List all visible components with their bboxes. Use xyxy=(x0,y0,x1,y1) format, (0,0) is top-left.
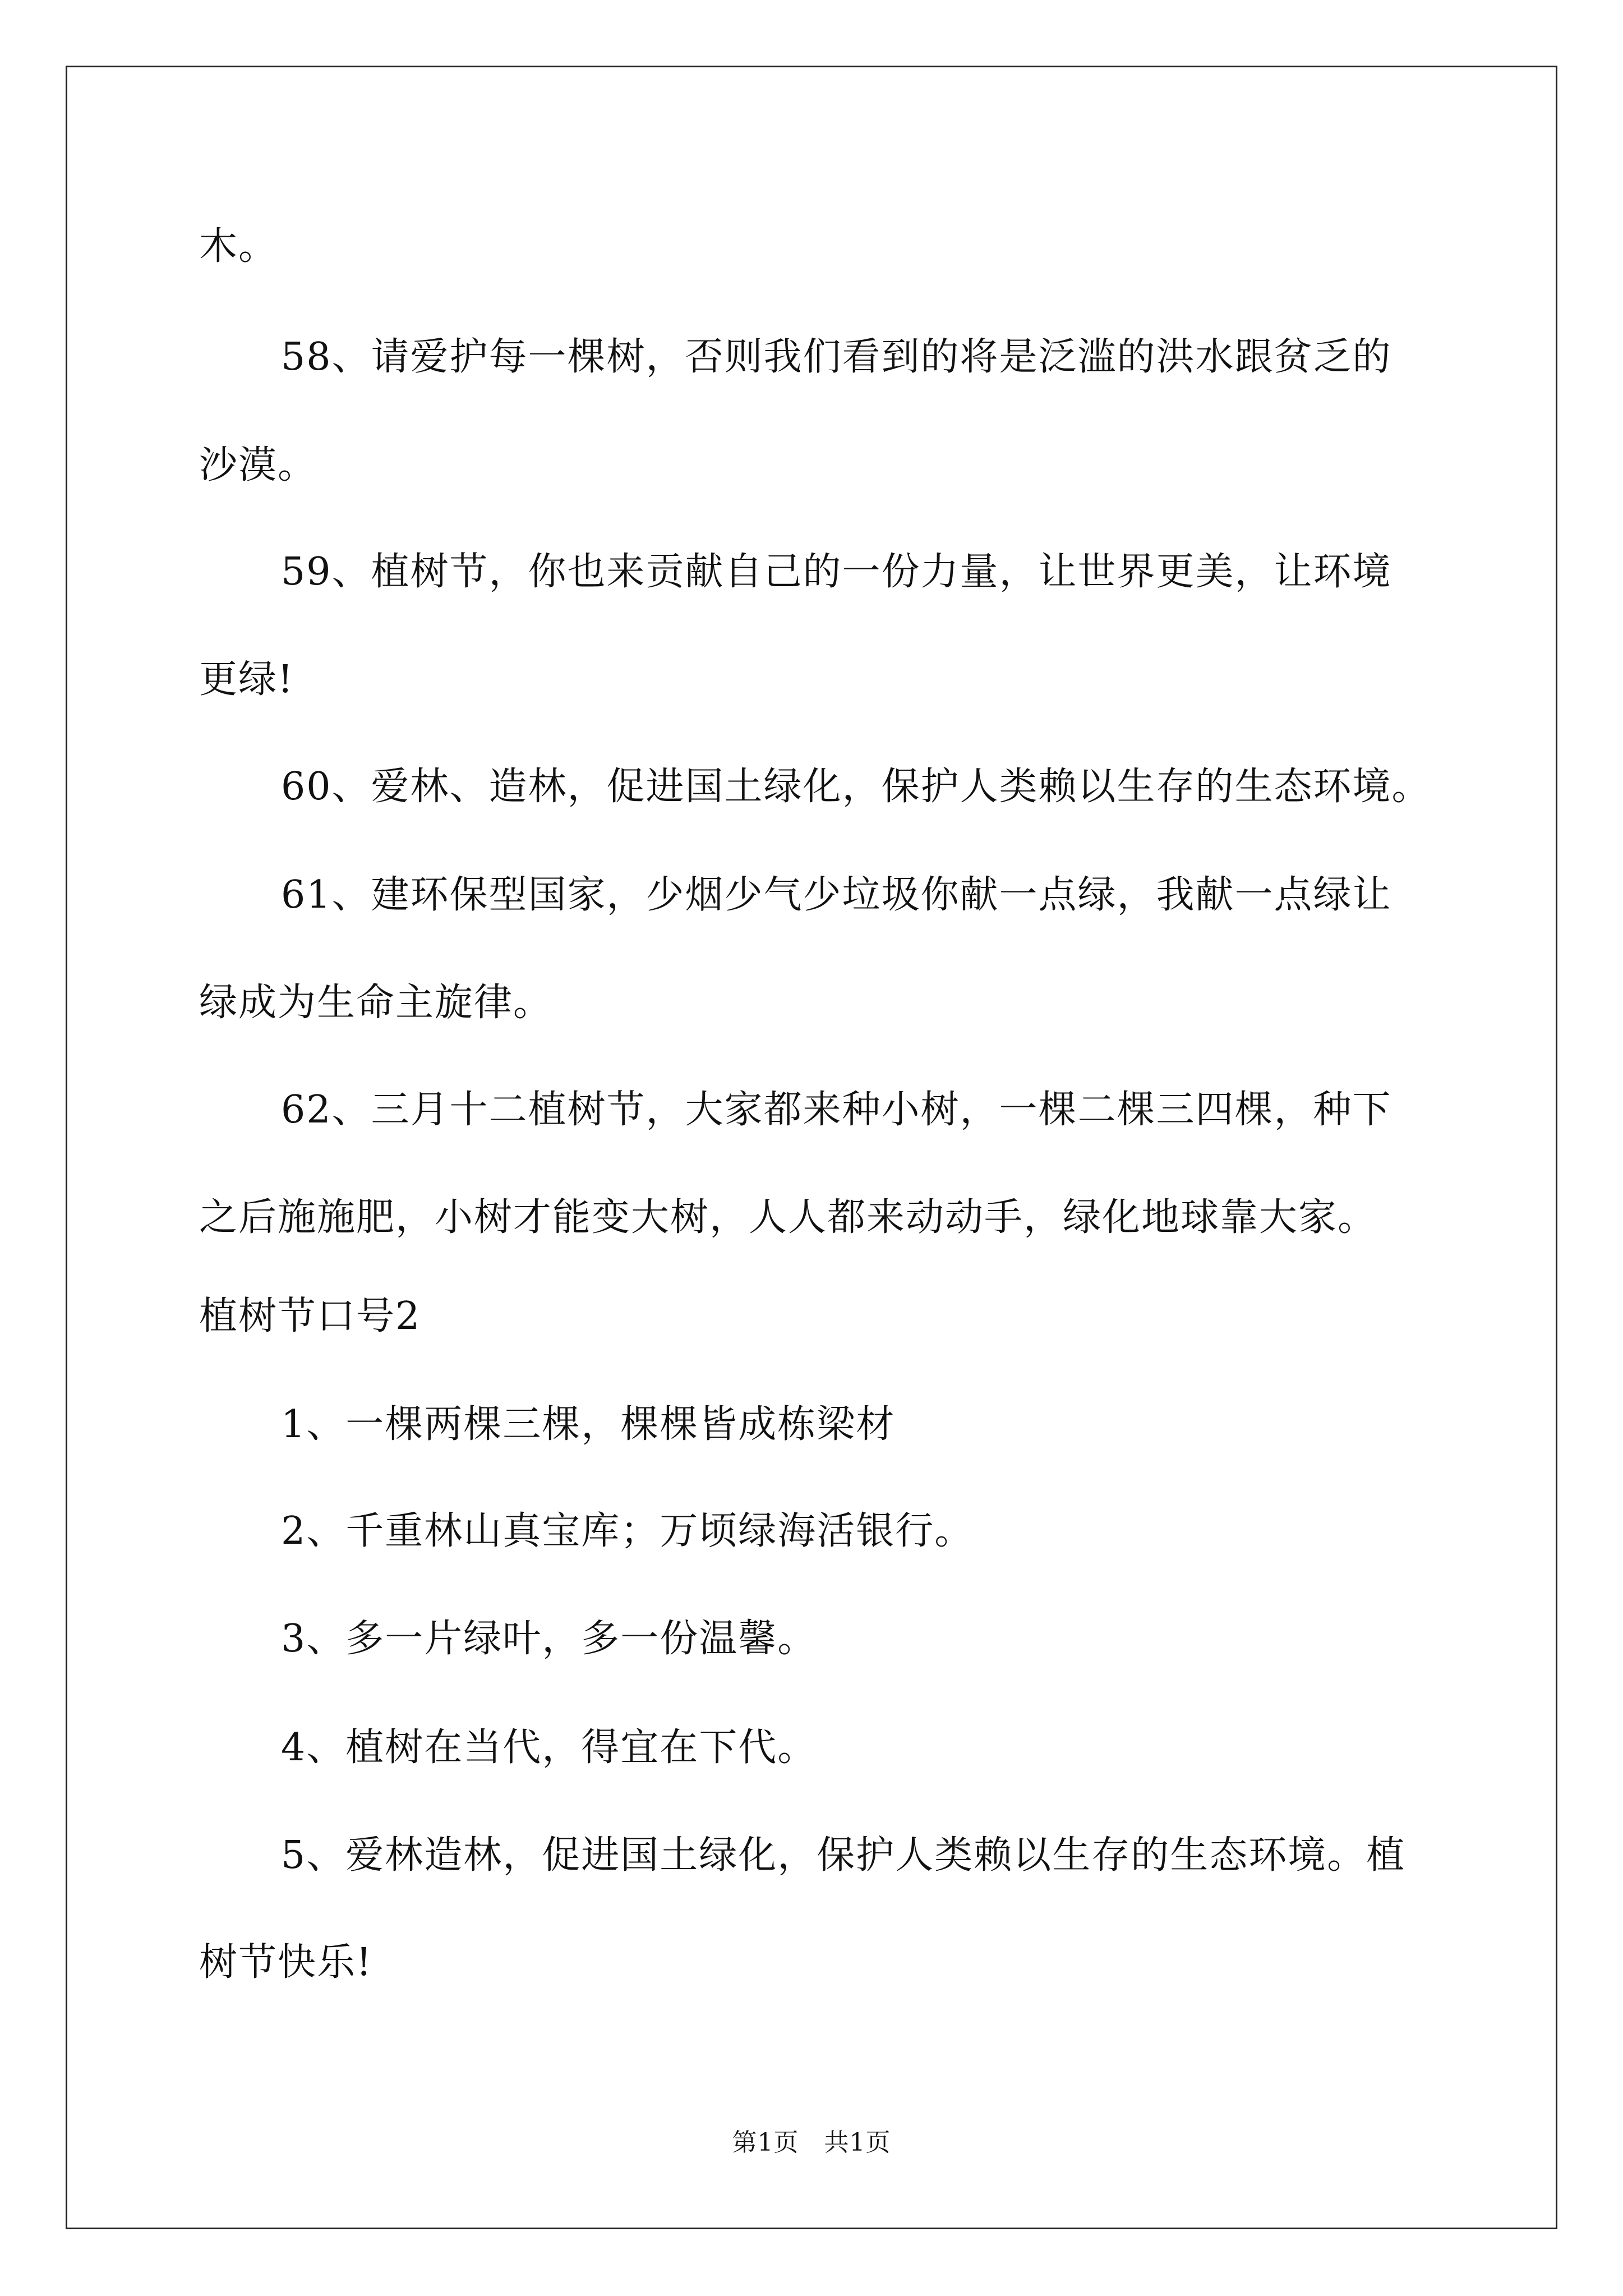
text-line: 4、植树在当代，得宜在下代。 xyxy=(281,1726,817,1770)
text-line: 树节快乐! xyxy=(199,1940,373,1985)
text-line: 5、爱林造林，促进国土绿化，保护人类赖以生存的生态环境。植 xyxy=(281,1833,1406,1878)
text-line: 之后施施肥，小树才能变大树，人人都来动动手，绿化地球靠大家。 xyxy=(199,1195,1377,1240)
text-line: 3、多一片绿叶，多一份温馨。 xyxy=(281,1617,817,1661)
text-line: 59、植树节，你也来贡献自己的一份力量，让世界更美，让环境 xyxy=(281,550,1392,594)
text-line: 61、建环保型国家，少烟少气少垃圾你献一点绿，我献一点绿让 xyxy=(281,873,1392,917)
page-footer: 第1页 共1页 xyxy=(732,2128,891,2157)
text-line: 62、三月十二植树节，大家都来种小树，一棵二棵三四棵，种下 xyxy=(281,1088,1392,1132)
text-line: 沙漠。 xyxy=(199,443,317,487)
text-line: 2、千重林山真宝库；万顷绿海活银行。 xyxy=(281,1509,974,1553)
text-line: 绿成为生命主旋律。 xyxy=(199,981,553,1025)
page-border xyxy=(66,66,1557,2229)
section-heading: 植树节口号2 xyxy=(199,1294,421,1338)
text-line: 木。 xyxy=(199,224,278,269)
text-line: 58、请爱护每一棵树，否则我们看到的将是泛滥的洪水跟贫乏的 xyxy=(281,335,1392,379)
text-line: 60、爱林、造林，促进国土绿化，保护人类赖以生存的生态环境。 xyxy=(281,765,1431,809)
text-line: 更绿! xyxy=(199,657,294,702)
text-line: 1、一棵两棵三棵，棵棵皆成栋梁材 xyxy=(281,1402,896,1447)
